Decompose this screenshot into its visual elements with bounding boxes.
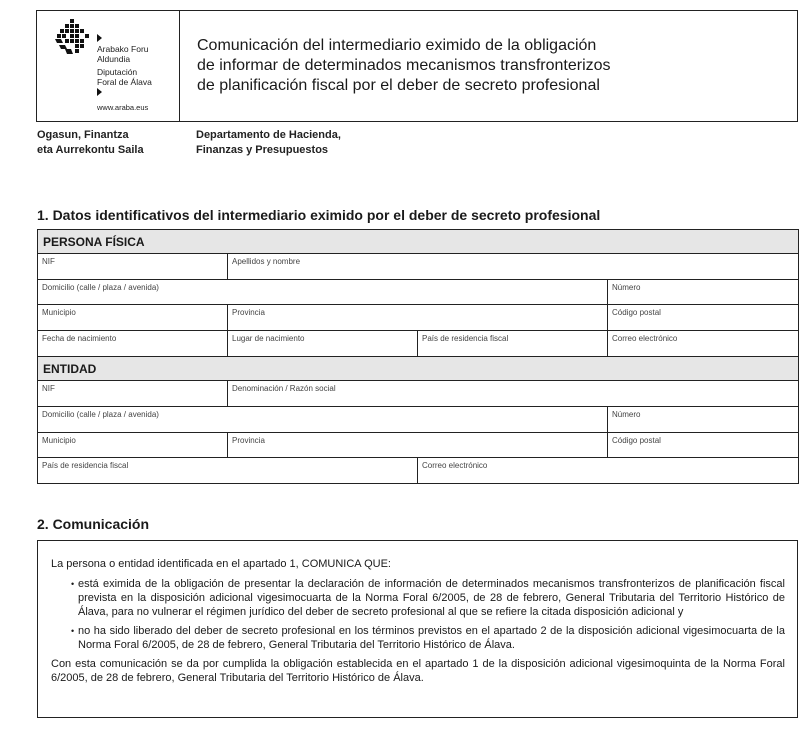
pf-correo-field[interactable]: Correo electrónico [608, 331, 799, 357]
ent-nif-field[interactable]: NIF [38, 381, 228, 407]
araba-logo-icon [53, 19, 93, 57]
dept-basque-line-2: eta Aurrekontu Saila [37, 144, 144, 156]
logo-line-2: Aldundia [97, 54, 131, 64]
pf-numero-field[interactable]: Número [608, 280, 799, 305]
section-1-title: 1. Datos identificativos del intermediario eximido por el deber de secreto profesional [37, 207, 601, 223]
dept-basque-line-1: Ogasun, Finantza [37, 129, 129, 141]
communication-closing: Con esta comunicación se da por cumplida la obligación establecida en el apartado 1 de la disposición adicional vigesimoquinta de la Norma Foral 6/2005, de 28 de febrero, General Tributaria del Territorio Histórico de Álava. [51, 658, 785, 684]
communication-intro: La persona o entidad identificada en el apartado 1, COMUNICA QUE: [51, 558, 391, 570]
logo-line-4: Foral de Álava [97, 77, 152, 87]
arrow-right-icon [97, 88, 102, 96]
pf-pais-residencia-field[interactable]: País de residencia fiscal [418, 331, 608, 357]
dept-spanish-line-2: Finanzas y Presupuestos [196, 144, 329, 156]
department-spanish [196, 128, 341, 158]
pf-nif-field[interactable]: NIF [38, 254, 228, 280]
logo-line-3: Diputación [97, 67, 138, 77]
communication-bullets [51, 577, 785, 652]
logo-line-1: Arabako Foru [97, 44, 149, 54]
persona-fisica-heading: PERSONA FÍSICA [38, 230, 799, 254]
document-header [36, 10, 798, 122]
title-line-2: de informar de determinados mecanismos transfronterizos [197, 57, 611, 74]
section-2-title: 2. Comunicación [37, 516, 150, 532]
logo-website: www.araba.eus [97, 103, 149, 112]
ent-municipio-field[interactable]: Municipio [38, 433, 228, 458]
title-line-1: Comunicación del intermediario eximido de la obligación [197, 37, 597, 54]
title-line-3: de planificación fiscal por el deber de secreto profesional [197, 77, 600, 94]
pf-fecha-nacimiento-field[interactable]: Fecha de nacimiento [38, 331, 228, 357]
arrow-right-icon [97, 34, 102, 42]
dept-spanish-line-1: Departamento de Hacienda, [196, 129, 341, 141]
ent-codigo-postal-field[interactable]: Código postal [608, 433, 799, 458]
ent-denominacion-field[interactable]: Denominación / Razón social [228, 381, 799, 407]
pf-apellidos-field[interactable]: Apellidos y nombre [228, 254, 799, 280]
logo-text [97, 33, 152, 98]
pf-domicilio-field[interactable]: Domicilio (calle / plaza / avenida) [38, 280, 608, 305]
ent-pais-residencia-field[interactable]: País de residencia fiscal [38, 458, 418, 484]
ent-correo-field[interactable]: Correo electrónico [418, 458, 799, 484]
ent-numero-field[interactable]: Número [608, 407, 799, 433]
ent-domicilio-field[interactable]: Domicilio (calle / plaza / avenida) [38, 407, 608, 433]
bullet-item: • está eximida de la obligación de presentar la declaración de información de determinados mecanismos transfronterizos de planificación fiscal prevista en la disposición adicional vigesimocuarta de la Norma Foral 6/2005, de 28 de febrero, General Tributaria del Territorio Histórico de Álava, para no vulnerar el régimen jurídico del deber de secreto profesional al que se refiere la citada disposición adicional y [72, 577, 785, 619]
department-basque [37, 128, 144, 158]
identification-table [37, 229, 799, 484]
pf-codigo-postal-field[interactable]: Código postal [608, 305, 799, 331]
pf-municipio-field[interactable]: Municipio [38, 305, 228, 331]
pf-provincia-field[interactable]: Provincia [228, 305, 608, 331]
pf-lugar-nacimiento-field[interactable]: Lugar de nacimiento [228, 331, 418, 357]
communication-box [37, 540, 798, 718]
entidad-heading: ENTIDAD [38, 357, 799, 381]
ent-provincia-field[interactable]: Provincia [228, 433, 608, 458]
document-title [197, 36, 787, 96]
bullet-item: • no ha sido liberado del deber de secreto profesional en los términos previstos en el apartado 2 de la disposición adicional vigesimocuarta de la Norma Foral 6/2005, de 28 de febrero, General Tributaria del Territorio Histórico de Álava. [72, 624, 785, 652]
logo-block [37, 11, 180, 121]
